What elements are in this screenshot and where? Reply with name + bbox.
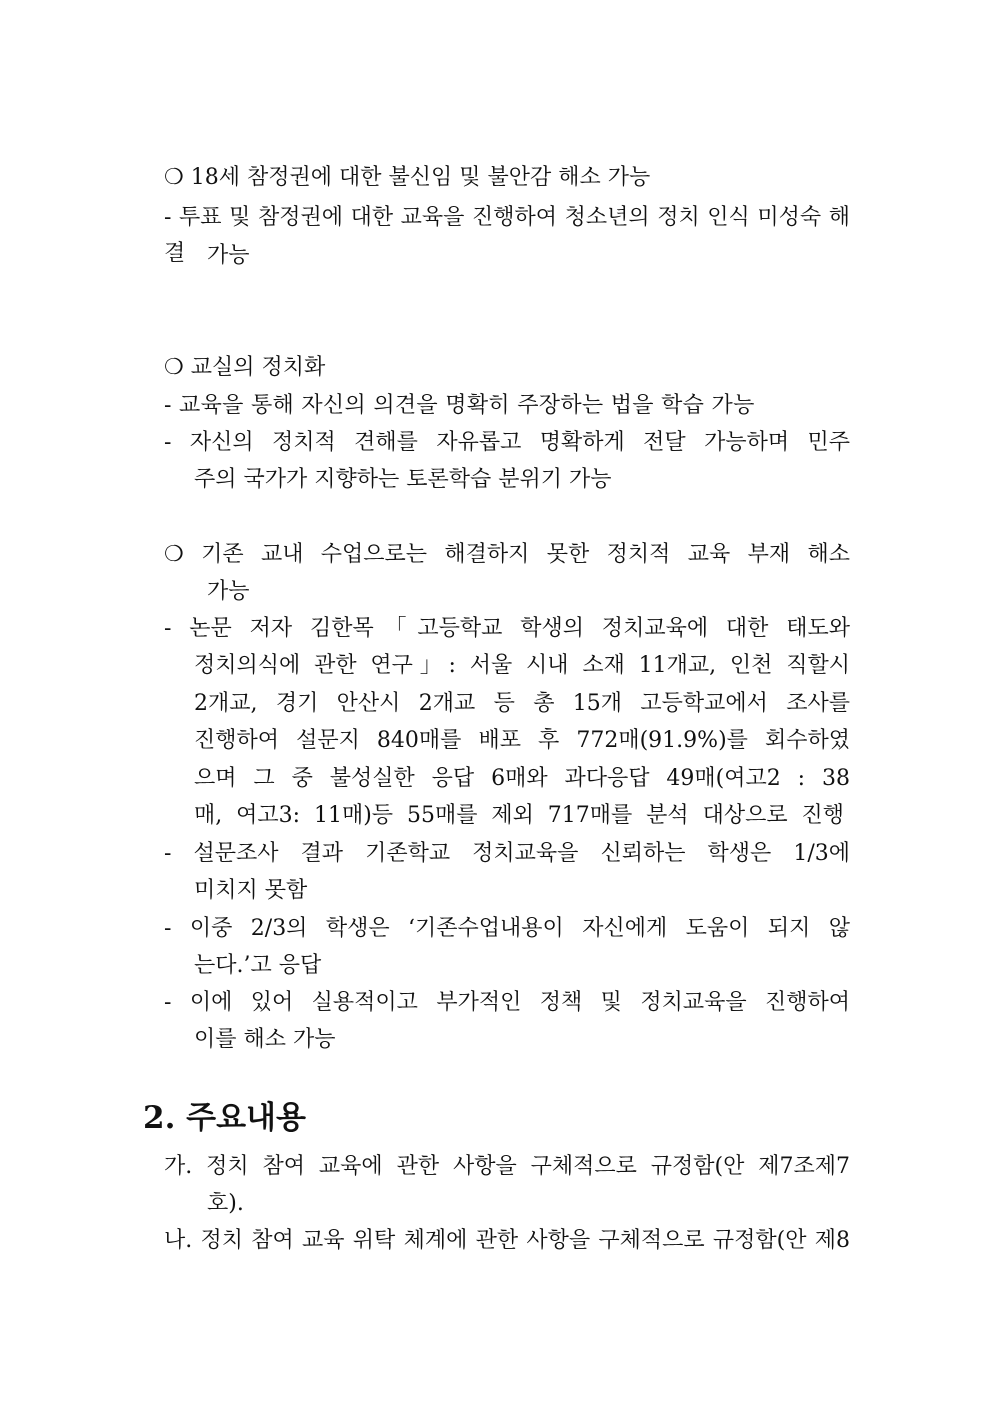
list-item-ga: 가. 정치 참여 교육에 관한 사항을 구체적으로 규정함(안 제7조제7	[164, 1154, 850, 1179]
sub-item-two-thirds-cont: 는다.’고 응답	[194, 953, 322, 978]
list-item-na: 나. 정치 참여 교육 위탁 체계에 관한 사항을 구체적으로 규정함(안 제8	[164, 1228, 850, 1253]
sub-item-voting-education-cont: 가능	[207, 243, 250, 268]
sub-item-trust-result-cont: 미치지 못함	[194, 878, 308, 903]
list-item-ga-cont: 호).	[207, 1191, 244, 1216]
bullet-item-education-gap-cont: 가능	[207, 579, 250, 604]
sub-item-two-thirds: - 이중 2/3의 학생은 ‘기존수업내용이 자신에게 도움이 되지 않	[164, 916, 850, 941]
sub-item-thesis-survey-line4: 진행하여 설문지 840매를 배포 후 772매(91.9%)를 회수하였	[194, 728, 850, 753]
bullet-item-education-gap: ❍ 기존 교내 수업으로는 해결하지 못한 정치적 교육 부재 해소	[164, 542, 850, 567]
sub-item-voting-education: - 투표 및 참정권에 대한 교육을 진행하여 청소년의 정치 인식 미성숙 해결	[164, 205, 850, 266]
sub-item-practical-education: - 이에 있어 실용적이고 부가적인 정책 및 정치교육을 진행하여	[164, 990, 850, 1015]
sub-item-thesis-survey-line3: 2개교, 경기 안산시 2개교 등 총 15개 고등학교에서 조사를	[194, 691, 850, 716]
sub-item-express-views: - 자신의 정치적 견해를 자유롭고 명확하게 전달 가능하며 민주	[164, 430, 850, 455]
sub-item-practical-education-cont: 이를 해소 가능	[194, 1027, 336, 1052]
sub-item-thesis-survey-line6: 매, 여고3: 11매)등 55매를 제외 717매를 분석 대상으로 진행	[194, 803, 844, 828]
sub-item-thesis-survey: - 논문 저자 김한목「고등학교 학생의 정치교육에 대한 태도와	[164, 616, 850, 641]
sub-item-trust-result: - 설문조사 결과 기존학교 정치교육을 신뢰하는 학생은 1/3에	[164, 841, 850, 866]
sub-item-assert-opinion: - 교육을 통해 자신의 의견을 명확히 주장하는 법을 학습 가능	[164, 393, 755, 418]
sub-item-express-views-cont: 주의 국가가 지향하는 토론학습 분위기 가능	[194, 467, 612, 492]
bullet-item-classroom-politicization: ❍ 교실의 정치화	[164, 355, 326, 380]
section-heading-main-content: 2. 주요내용	[143, 1100, 306, 1136]
sub-item-thesis-survey-line5: 으며 그 중 불성실한 응답 6매와 과다응답 49매(여고2 : 38	[194, 766, 850, 791]
bullet-item-suffrage: ❍ 18세 참정권에 대한 불신임 및 불안감 해소 가능	[164, 165, 651, 190]
sub-item-thesis-survey-line2: 정치의식에 관한 연구」: 서울 시내 소재 11개교, 인천 직할시	[194, 653, 850, 678]
